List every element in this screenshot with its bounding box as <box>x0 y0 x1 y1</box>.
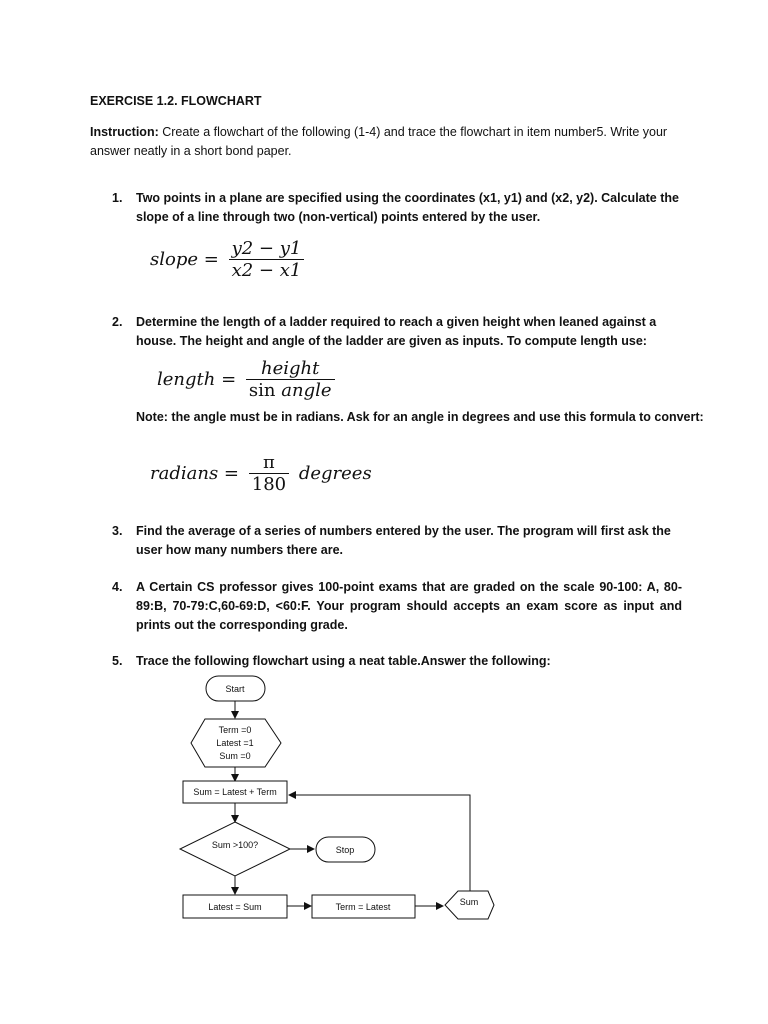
item-number: 5. <box>112 654 123 668</box>
term-process-label: Term = Latest <box>335 902 391 912</box>
formula-angle: angle <box>281 380 332 401</box>
formula-lhs: slope <box>150 249 199 270</box>
formula-sin: sin <box>248 380 276 401</box>
sum-process-label: Sum = Latest + Term <box>193 787 277 797</box>
decision-label: Sum >100? <box>211 840 259 850</box>
connector-loop-back <box>289 795 470 892</box>
item-number: 1. <box>112 191 123 205</box>
item-number: 3. <box>112 524 123 538</box>
output-label: Sum <box>459 897 479 907</box>
item-number: 2. <box>112 315 123 329</box>
exercise-title: EXERCISE 1.2. FLOWCHART <box>90 94 262 108</box>
item-text: Trace the following flowchart using a neat table.Answer the following: <box>136 654 551 668</box>
formula-lhs: length <box>157 369 216 390</box>
formula-denominator: x2 − x1 <box>231 260 302 281</box>
formula-numerator: y2 − y1 <box>229 238 305 260</box>
item-text: A Certain CS professor gives 100-point exams that are graded on the scale 90-100: A, 80-89:B, 70-79:C,60-69:D, <60:F. Your program should accepts an exam score as input and prints out the corresponding grade. <box>136 580 682 632</box>
item-text: Determine the length of a ladder required to reach a given height when leaned against a house. The height and angle of the ladder are given as inputs. To compute length use: <box>136 315 657 348</box>
instruction-label: Instruction: <box>90 125 159 139</box>
init-line-2: Latest =1 <box>216 738 254 748</box>
formula-equals: = <box>221 369 237 390</box>
init-line-1: Term =0 <box>218 725 252 735</box>
item-text: Find the average of a series of numbers entered by the user. The program will first ask the user how many numbers there are. <box>136 524 671 557</box>
instruction-text: Create a flowchart of the following (1-4) and trace the flowchart in item number5. Write your answer neatly in a short bond paper. <box>90 125 668 158</box>
latest-process-label: Latest = Sum <box>208 902 262 912</box>
formula-numerator: height <box>246 358 335 380</box>
formula-rhs: degrees <box>298 463 372 484</box>
item-number: 4. <box>112 580 123 594</box>
init-line-3: Sum =0 <box>219 751 251 761</box>
formula-denominator: 180 <box>251 474 287 495</box>
item-text: Two points in a plane are specified using the coordinates (x1, y1) and (x2, y2). Calculate the slope of a line through two (non-vertical) points entered by the user. <box>136 191 679 224</box>
start-label: Start <box>225 684 245 694</box>
formula-numerator: π <box>249 452 289 474</box>
formula-lhs: radians <box>150 463 219 484</box>
formula-equals: = <box>203 249 219 270</box>
stop-label: Stop <box>335 845 355 855</box>
formula-equals: = <box>223 463 240 484</box>
note-text: Note: the angle must be in radians. Ask for an angle in degrees and use this formula to convert: <box>136 410 704 424</box>
